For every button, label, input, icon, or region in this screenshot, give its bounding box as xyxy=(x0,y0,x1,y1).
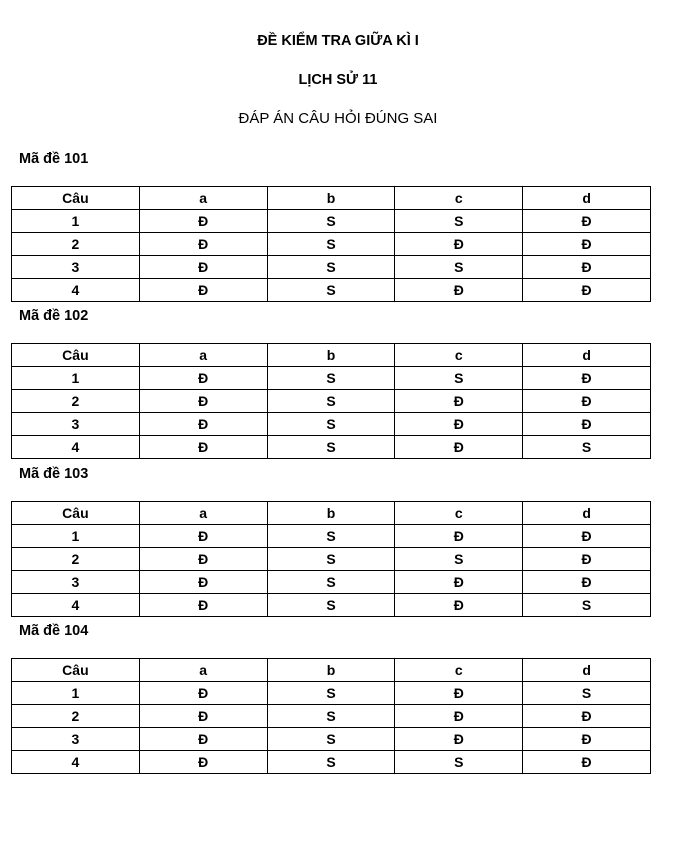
table-cell: Đ xyxy=(523,413,651,436)
table-row xyxy=(12,728,651,751)
table-cell: S xyxy=(267,751,395,774)
table-row xyxy=(12,279,651,302)
table-cell: Đ xyxy=(395,525,523,548)
table-cell: 4 xyxy=(12,436,140,459)
table-cell: 2 xyxy=(12,233,140,256)
table-cell: Đ xyxy=(523,390,651,413)
table-cell: 4 xyxy=(12,279,140,302)
table-cell: 1 xyxy=(12,210,140,233)
header-cell: a xyxy=(139,502,267,525)
table-cell: Đ xyxy=(395,682,523,705)
table-cell: S xyxy=(267,210,395,233)
table-cell: Đ xyxy=(395,390,523,413)
table-cell: 3 xyxy=(12,571,140,594)
table-cell: 1 xyxy=(12,525,140,548)
header-cell: c xyxy=(395,344,523,367)
header-cell: d xyxy=(523,344,651,367)
table-cell: Đ xyxy=(523,705,651,728)
header-cell: Câu xyxy=(12,344,140,367)
table-row xyxy=(12,210,651,233)
header-cell: Câu xyxy=(12,502,140,525)
table-cell: S xyxy=(395,548,523,571)
table-row xyxy=(12,548,651,571)
answer-table xyxy=(11,658,651,774)
table-row xyxy=(12,705,651,728)
table-cell: S xyxy=(267,571,395,594)
table-cell: Đ xyxy=(395,279,523,302)
table-cell: S xyxy=(523,594,651,617)
table-cell: S xyxy=(267,279,395,302)
table-cell: 2 xyxy=(12,705,140,728)
header-cell: a xyxy=(139,659,267,682)
table-cell: Đ xyxy=(139,256,267,279)
table-cell: Đ xyxy=(139,233,267,256)
header-cell: Câu xyxy=(12,187,140,210)
table-cell: 4 xyxy=(12,751,140,774)
table-cell: S xyxy=(267,594,395,617)
table-cell: 2 xyxy=(12,390,140,413)
table-cell: S xyxy=(267,705,395,728)
table-cell: Đ xyxy=(523,751,651,774)
header-cell: b xyxy=(267,344,395,367)
header-cell: b xyxy=(267,659,395,682)
table-cell: Đ xyxy=(523,279,651,302)
header-cell: b xyxy=(267,502,395,525)
subject-title: LỊCH SỬ 11 xyxy=(298,72,378,88)
table-cell: S xyxy=(267,233,395,256)
table-header-row xyxy=(12,659,651,682)
table-cell: S xyxy=(523,682,651,705)
table-cell: Đ xyxy=(395,594,523,617)
table-row xyxy=(12,256,651,279)
table-cell: S xyxy=(523,436,651,459)
table-cell: S xyxy=(395,210,523,233)
table-row xyxy=(12,682,651,705)
table-cell: Đ xyxy=(523,525,651,548)
table-cell: Đ xyxy=(523,256,651,279)
table-cell: Đ xyxy=(139,571,267,594)
header-cell: c xyxy=(395,502,523,525)
section-label: Mã đề 102 xyxy=(19,308,89,324)
table-cell: 1 xyxy=(12,367,140,390)
table-cell: Đ xyxy=(139,367,267,390)
table-cell: 3 xyxy=(12,256,140,279)
table-cell: Đ xyxy=(139,705,267,728)
table-row xyxy=(12,436,651,459)
table-cell: S xyxy=(267,436,395,459)
answer-table xyxy=(11,343,651,459)
table-cell: S xyxy=(395,256,523,279)
table-cell: Đ xyxy=(523,571,651,594)
table-cell: Đ xyxy=(523,548,651,571)
section-label: Mã đề 101 xyxy=(19,151,89,167)
header-cell: a xyxy=(139,187,267,210)
table-cell: Đ xyxy=(139,594,267,617)
table-cell: Đ xyxy=(395,413,523,436)
table-row xyxy=(12,390,651,413)
table-cell: S xyxy=(267,682,395,705)
table-cell: Đ xyxy=(139,682,267,705)
header-cell: d xyxy=(523,502,651,525)
table-cell: S xyxy=(267,413,395,436)
table-header-row xyxy=(12,344,651,367)
table-cell: S xyxy=(267,548,395,571)
header-cell: d xyxy=(523,187,651,210)
table-row xyxy=(12,751,651,774)
table-cell: Đ xyxy=(523,728,651,751)
table-cell: Đ xyxy=(139,525,267,548)
table-cell: Đ xyxy=(139,279,267,302)
table-cell: Đ xyxy=(139,728,267,751)
table-cell: Đ xyxy=(523,233,651,256)
header-cell: c xyxy=(395,659,523,682)
table-cell: Đ xyxy=(139,390,267,413)
table-cell: Đ xyxy=(395,705,523,728)
table-row xyxy=(12,233,651,256)
header-cell: b xyxy=(267,187,395,210)
table-cell: 4 xyxy=(12,594,140,617)
document-title: ĐỀ KIỂM TRA GIỮA KÌ I xyxy=(257,33,419,49)
table-cell: 2 xyxy=(12,548,140,571)
table-header-row xyxy=(12,502,651,525)
answer-table xyxy=(11,501,651,617)
table-cell: Đ xyxy=(139,210,267,233)
table-header-row xyxy=(12,187,651,210)
table-row xyxy=(12,594,651,617)
document-subtitle: ĐÁP ÁN CÂU HỎI ĐÚNG SAI xyxy=(238,110,438,127)
table-cell: S xyxy=(267,367,395,390)
table-cell: 3 xyxy=(12,413,140,436)
table-cell: S xyxy=(267,525,395,548)
table-cell: S xyxy=(267,256,395,279)
table-cell: Đ xyxy=(395,436,523,459)
table-cell: Đ xyxy=(395,233,523,256)
answer-table xyxy=(11,186,651,302)
header-cell: c xyxy=(395,187,523,210)
table-cell: S xyxy=(267,390,395,413)
table-row xyxy=(12,413,651,436)
table-cell: Đ xyxy=(139,751,267,774)
header-cell: d xyxy=(523,659,651,682)
table-cell: Đ xyxy=(395,728,523,751)
table-cell: Đ xyxy=(523,367,651,390)
table-row xyxy=(12,525,651,548)
section-label: Mã đề 104 xyxy=(19,623,89,639)
table-cell: Đ xyxy=(139,413,267,436)
table-row xyxy=(12,571,651,594)
table-cell: Đ xyxy=(395,571,523,594)
table-cell: S xyxy=(267,728,395,751)
table-cell: S xyxy=(395,367,523,390)
table-cell: S xyxy=(395,751,523,774)
header-cell: a xyxy=(139,344,267,367)
header-cell: Câu xyxy=(12,659,140,682)
table-cell: 3 xyxy=(12,728,140,751)
table-cell: Đ xyxy=(139,436,267,459)
table-row xyxy=(12,367,651,390)
table-cell: Đ xyxy=(139,548,267,571)
table-cell: 1 xyxy=(12,682,140,705)
section-label: Mã đề 103 xyxy=(19,466,89,482)
table-cell: Đ xyxy=(523,210,651,233)
